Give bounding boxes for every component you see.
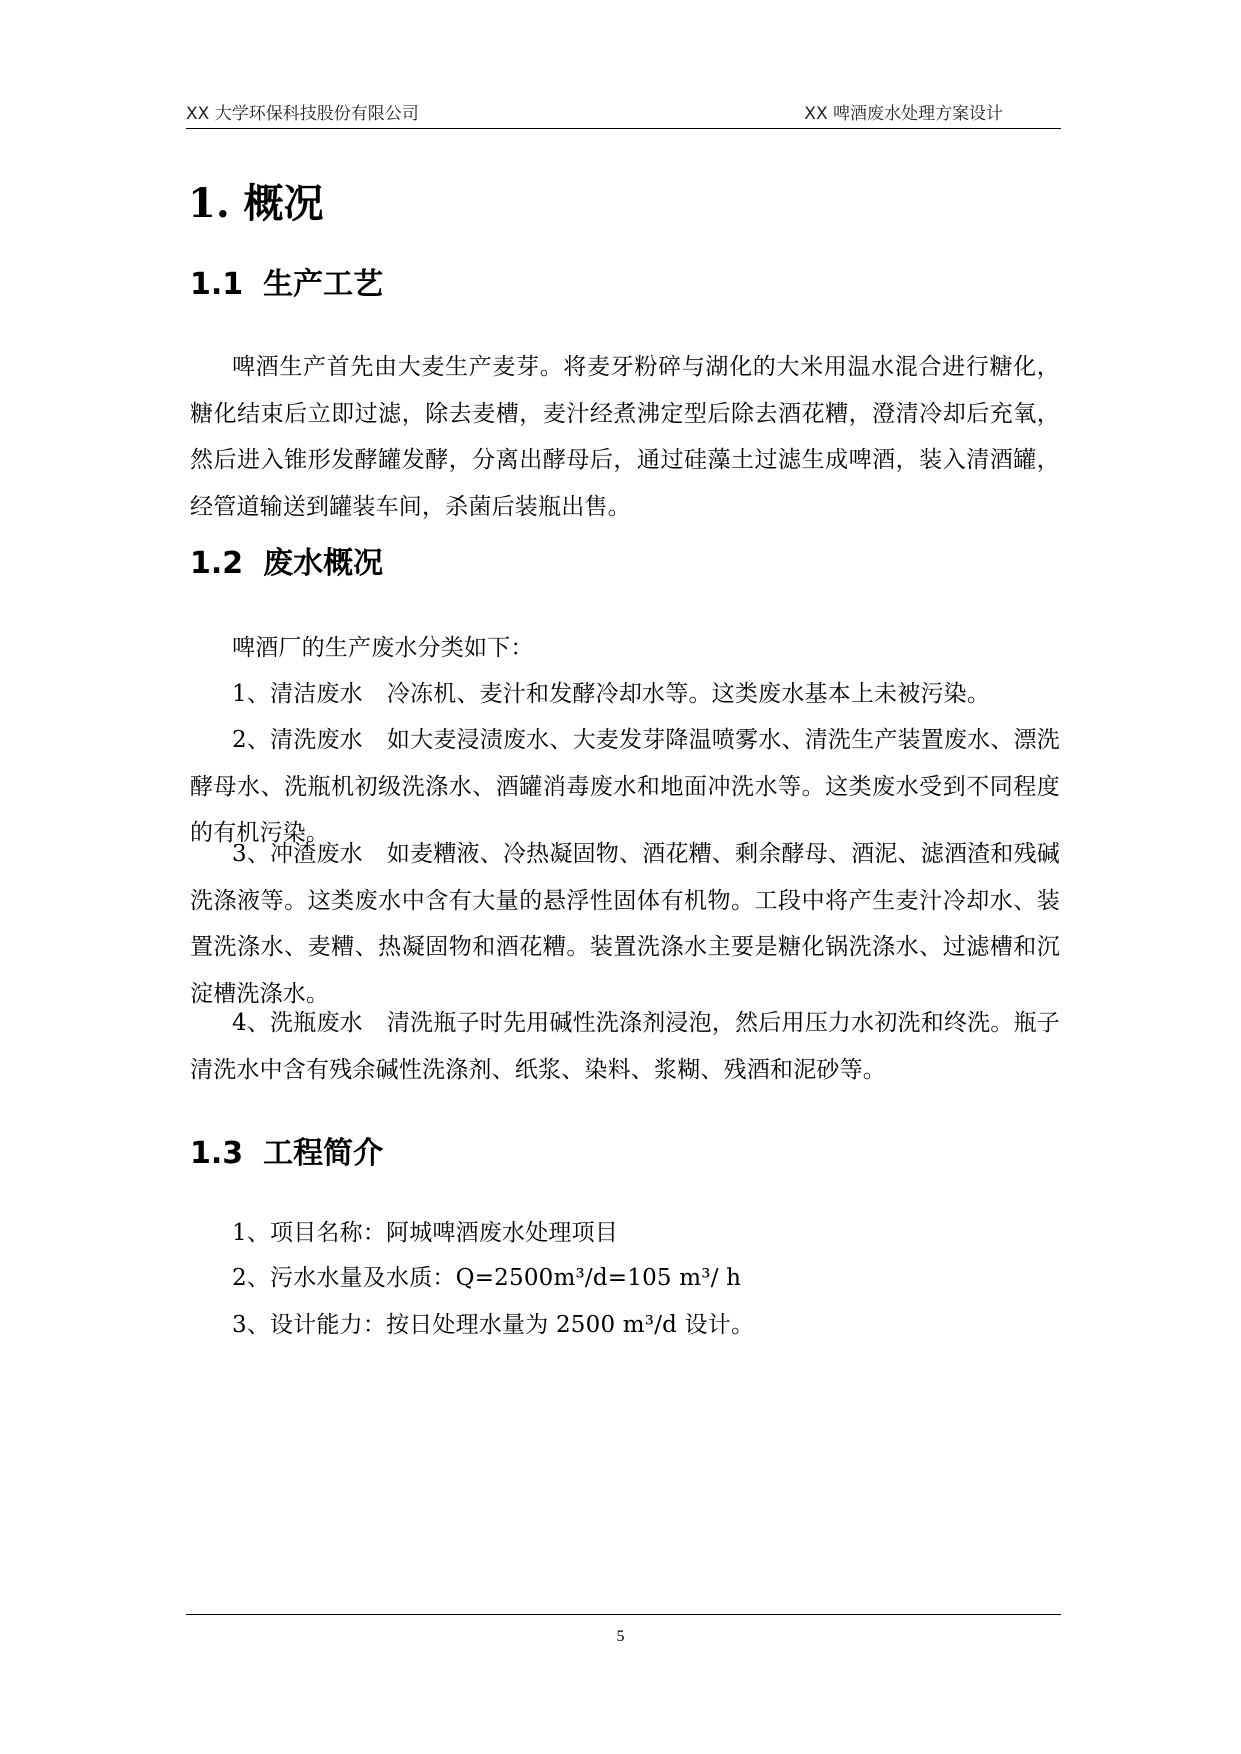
section-title: 工程简介 — [263, 1136, 384, 1171]
project-item: 3、设计能力：按日处理水量为 2500 m³/d 设计。 — [232, 1312, 755, 1338]
wastewater-item — [190, 1000, 1060, 1093]
header-divider — [186, 128, 1061, 129]
wastewater-intro: 啤酒厂的生产废水分类如下： — [232, 635, 534, 661]
wastewater-item-label: 4、洗瓶废水 — [232, 1010, 363, 1036]
project-item: 1、项目名称：阿城啤酒废水处理项目 — [232, 1220, 619, 1246]
project-item: 2、污水水量及水质：Q=2500m³/d=105 m³/ h — [232, 1265, 742, 1291]
section-number: 1.1 — [190, 267, 244, 302]
section-heading-project — [190, 1133, 383, 1175]
page-number: 5 — [616, 1628, 625, 1645]
page-header — [186, 100, 1061, 128]
wastewater-item-text: 冷冻机、麦汁和发酵冷却水等。这类废水基本上未被污染。 — [386, 681, 991, 707]
production-process-paragraph: 啤酒生产首先由大麦生产麦芽。将麦牙粉碎与湖化的大米用温水混合进行糖化，糖化结束后立即过滤，除去麦槽，麦汁经煮沸定型后除去酒花糟，澄清冷却后充氧，然后进入锥形发酵罐发酵，分离出酵母后，通过硅藻土过滤生成啤酒，装入清酒罐，经管道输送到罐装车间，杀菌后装瓶出售。 — [190, 354, 1060, 520]
wastewater-item-text: 如麦糟液、冷热凝固物、酒花糟、剩余酵母、酒泥、滤酒渣和残碱洗涤液等。这类废水中含有大量的悬浮性固体有机物。工段中将产生麦汁冷却水、装置洗涤水、麦糟、热凝固物和酒花糟。装置洗涤水主要是糖化锅洗涤水、过滤槽和沉淀槽洗涤水。 — [190, 841, 1060, 1007]
wastewater-item-label: 2、清洗废水 — [232, 727, 363, 753]
wastewater-item-text: 如大麦浸渍废水、大麦发芽降温喷雾水、清洗生产装置废水、漂洗酵母水、洗瓶机初级洗涤水、酒罐消毒废水和地面冲洗水等。这类废水受到不同程度的有机污染。 — [190, 727, 1060, 846]
section-title: 生产工艺 — [263, 267, 384, 302]
header-company: XX 大学环保科技股份有限公司 — [186, 104, 419, 124]
section-heading-production — [190, 264, 383, 306]
section-title: 废水概况 — [263, 546, 384, 581]
section-number: 1.3 — [190, 1136, 244, 1171]
section-heading-wastewater — [190, 543, 383, 585]
wastewater-item-label: 3、冲渣废水 — [232, 841, 363, 867]
section-number: 1.2 — [190, 546, 244, 581]
chapter-title: 1. 概况 — [188, 180, 324, 227]
wastewater-item — [190, 671, 1060, 718]
wastewater-item — [190, 831, 1060, 1017]
wastewater-item-label: 1、清洁废水 — [232, 681, 363, 707]
footer-divider — [186, 1614, 1061, 1615]
header-document-title: XX 啤酒废水处理方案设计 — [804, 104, 1003, 124]
wastewater-item-text: 清洗瓶子时先用碱性洗涤剂浸泡，然后用压力水初洗和终洗。瓶子清洗水中含有残余碱性洗涤剂、纸浆、染料、浆糊、残酒和泥砂等。 — [190, 1010, 1060, 1083]
